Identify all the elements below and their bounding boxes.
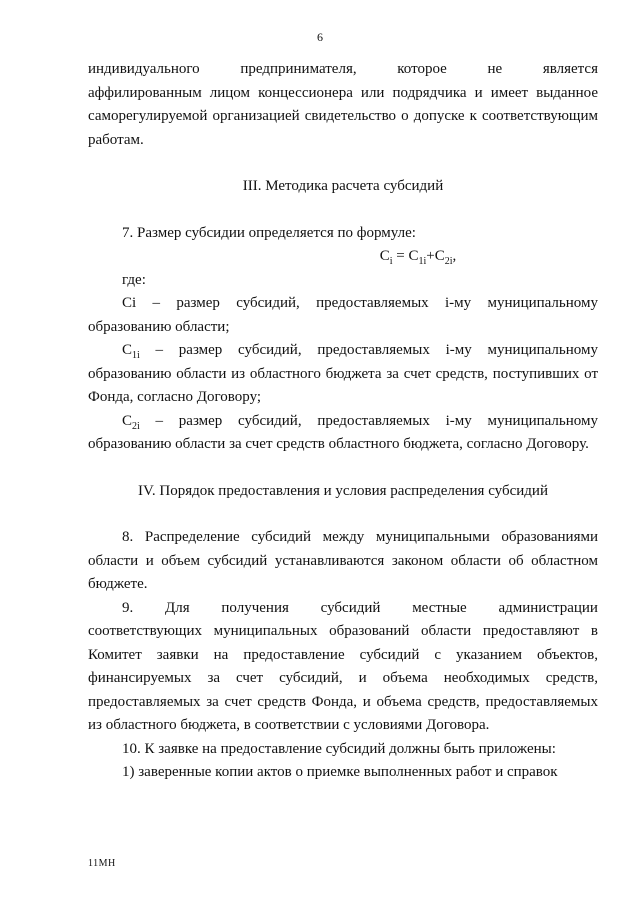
footer-code: 11МН [88,858,116,869]
definition-ci: Ci – размер субсидий, предоставляемых i-му муниципальному образованию области; [88,295,598,335]
section-4-heading: IV. Порядок предоставления и условия распределения субсидий [138,482,548,499]
definition-c2i [88,410,598,457]
item-7: 7. Размер субсидии определяется по формуле: [122,224,416,241]
word: субсидий [320,599,381,616]
definition-c1i-sub: 1i [132,350,140,361]
item-9-first-line [88,597,598,621]
formula-plus: +C [426,248,445,264]
word: не [487,61,503,77]
document-body [88,58,598,785]
item-8: 8. Распределение субсидий между муниципальными образованиями области и объем субсидий устанавливаются законом области об областном бюджете. [88,529,598,592]
formula-eq: = C [392,248,419,264]
word: 9. [122,599,134,616]
definition-c2i-text: – размер субсидий, предоставляемых i-му муниципальному образованию области за счет средств областного бюджета, согласно Договору. [88,412,598,452]
word: индивидуального [88,61,200,77]
item-9-paragraph: соответствующих муниципальных образований области предоставляют в Комитет заявки на предоставление субсидий с указанием объектов, финансируемых за счет субсидий, и объема необходимых средств, предоставляемых за счет средств Фонда, и объема средств, предоставляемых из областного бюджета, в соответствии с условиями Договора. [88,623,598,733]
word: местные [412,599,467,616]
definition-c1i-text: – размер субсидий, предоставляемых i-му муниципальному образованию области из областного бюджета за счет средств, поступивших от Фонда, согласно Договору; [88,342,598,405]
continuation-first-line [88,58,598,82]
definition-c1i-symbol: C [122,342,133,358]
word: является [542,61,598,77]
section-3-heading: III. Методика расчета субсидий [242,178,444,194]
where-label: где: [122,271,146,288]
word: Для [165,599,190,616]
formula-term1-sub: 1i [418,256,427,267]
formula-end: , [452,248,457,264]
word: получения [221,599,289,616]
page-number: 6 [317,30,323,44]
formula-lhs: C [379,248,390,264]
word: предпринимателя, [240,61,357,77]
word: которое [397,61,447,77]
formula [88,245,598,269]
formula-term2-sub: 2i [444,256,453,267]
word: администрации [498,599,598,616]
definition-c2i-symbol: C [122,412,133,429]
formula-lhs-sub: i [389,256,393,267]
item-10: 10. К заявке на предоставление субсидий должны быть приложены: [122,740,556,757]
continuation-paragraph: аффилированным лицом концессионера или подрядчика и имеет выданное саморегулируемой организацией свидетельство о допуске к соответствующим работам. [88,84,598,148]
definition-c1i [88,339,598,410]
item-10-subitem-1: 1) заверенные копии актов о приемке выполненных работ и справок [122,764,558,780]
definition-c2i-sub: 2i [132,420,140,432]
